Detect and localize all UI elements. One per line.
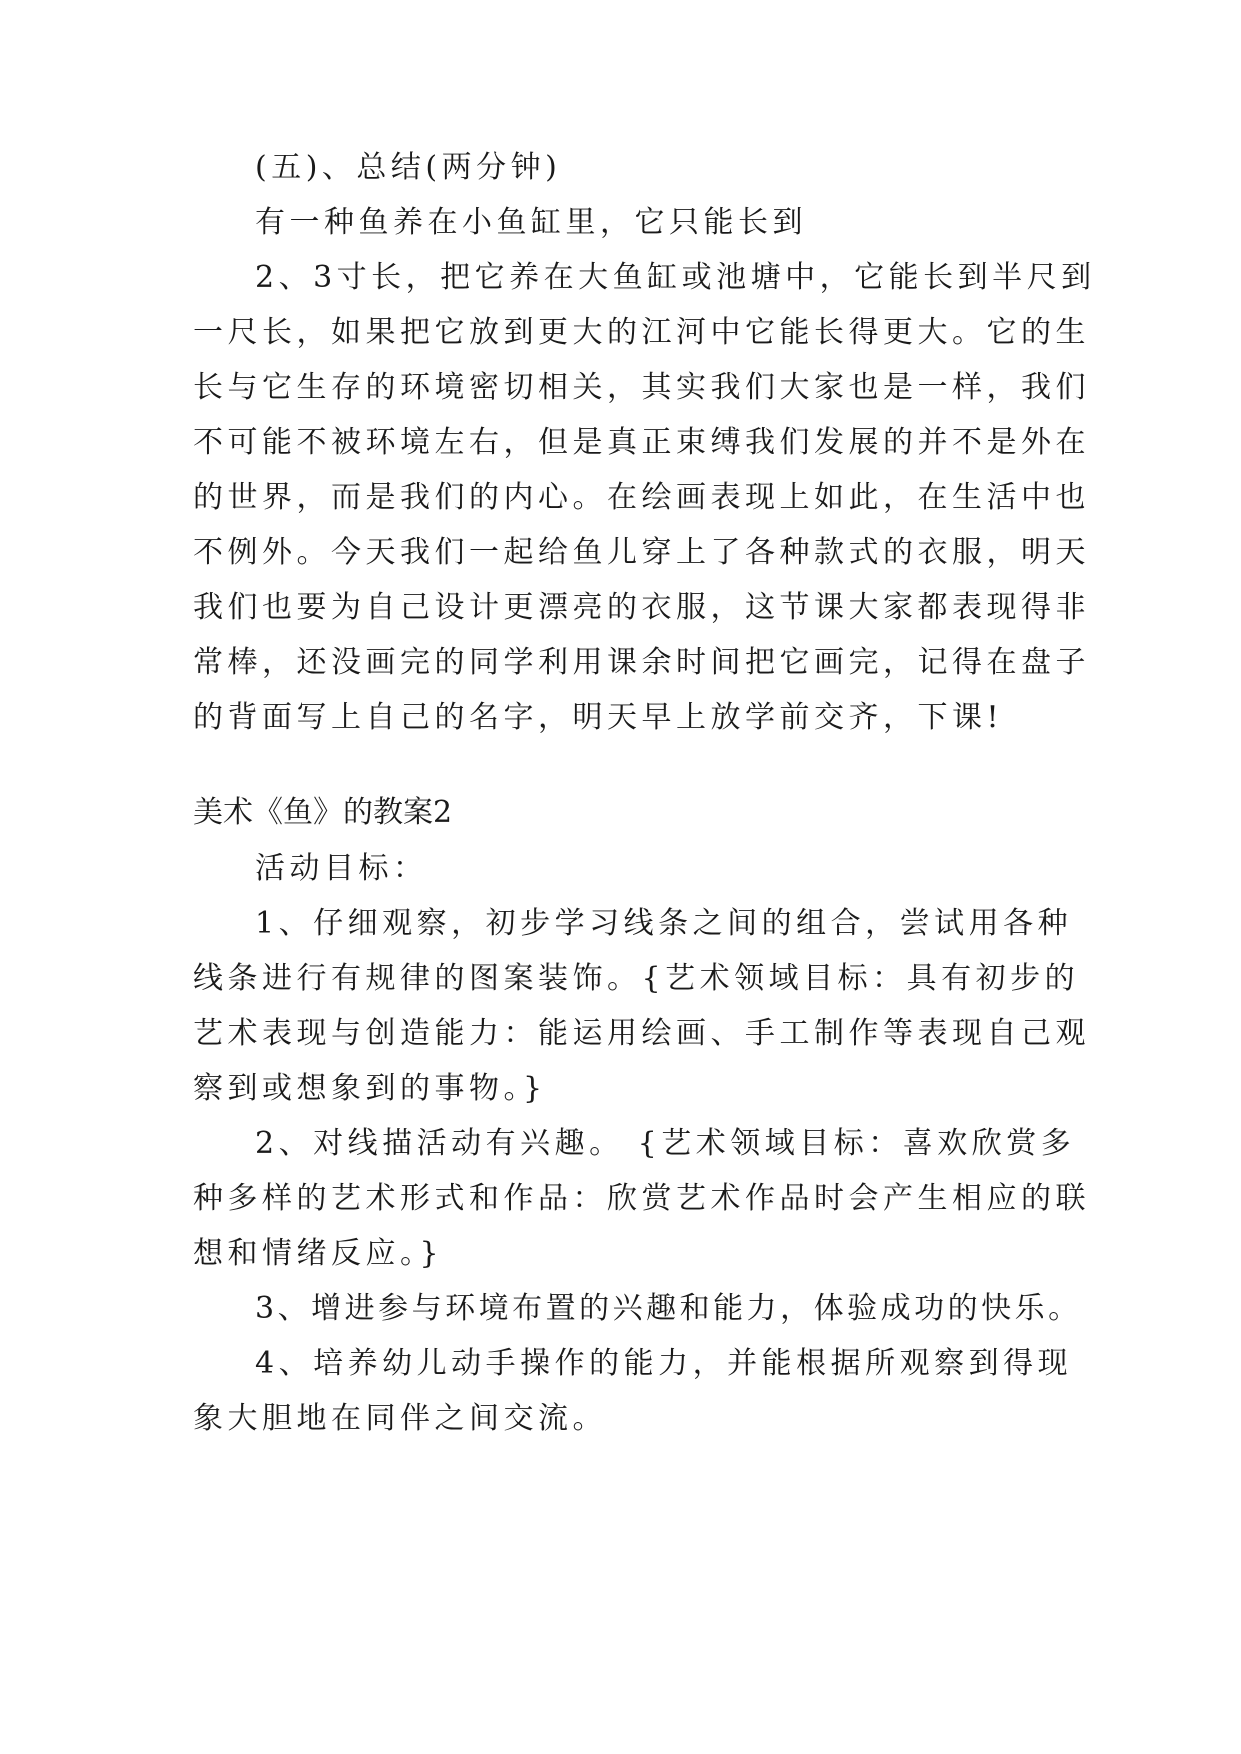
paragraph-line: 2、3寸长，把它养在大鱼缸或池塘中，它能长到半尺到: [255, 260, 1096, 295]
section-title: 美术《鱼》的教案2: [193, 795, 453, 830]
paragraph-line: 一尺长，如果把它放到更大的江河中它能长得更大。它的生: [193, 315, 1090, 350]
goal-line: 想和情绪反应。}: [193, 1236, 444, 1271]
goal-line: 象大胆地在同伴之间交流。: [193, 1401, 607, 1436]
paragraph-line: 我们也要为自己设计更漂亮的衣服，这节课大家都表现得非: [193, 590, 1090, 625]
paragraph-line: 有一种鱼养在小鱼缸里，它只能长到: [255, 205, 807, 240]
paragraph-line: 不例外。今天我们一起给鱼儿穿上了各种款式的衣服，明天: [193, 535, 1090, 570]
paragraph-line: 的背面写上自己的名字，明天早上放学前交齐，下课!: [193, 700, 1004, 735]
goal-line: 种多样的艺术形式和作品：欣赏艺术作品时会产生相应的联: [193, 1181, 1090, 1216]
section-heading: (五)、总结(两分钟): [255, 150, 562, 185]
goal-line: 线条进行有规律的图案装饰。{艺术领域目标：具有初步的: [193, 961, 1080, 996]
paragraph-line: 常棒，还没画完的同学利用课余时间把它画完，记得在盘子: [193, 645, 1090, 680]
goal-line: 察到或想象到的事物。}: [193, 1071, 547, 1106]
goal-line: 2、对线描活动有兴趣。 {艺术领域目标：喜欢欣赏多: [255, 1126, 1076, 1161]
paragraph-line: 不可能不被环境左右，但是真正束缚我们发展的并不是外在: [193, 425, 1090, 460]
goal-line: 3、增进参与环境布置的兴趣和能力，体验成功的快乐。: [255, 1291, 1082, 1326]
paragraph-line: 长与它生存的环境密切相关，其实我们大家也是一样，我们: [193, 370, 1090, 405]
paragraph-line: 的世界，而是我们的内心。在绘画表现上如此，在生活中也: [193, 480, 1090, 515]
goal-line: 艺术表现与创造能力：能运用绘画、手工制作等表现自己观: [193, 1016, 1090, 1051]
goals-heading: 活动目标：: [255, 851, 428, 886]
goal-line: 1、仔细观察，初步学习线条之间的组合，尝试用各种: [255, 906, 1073, 941]
goal-line: 4、培养幼儿动手操作的能力，并能根据所观察到得现: [255, 1346, 1073, 1381]
